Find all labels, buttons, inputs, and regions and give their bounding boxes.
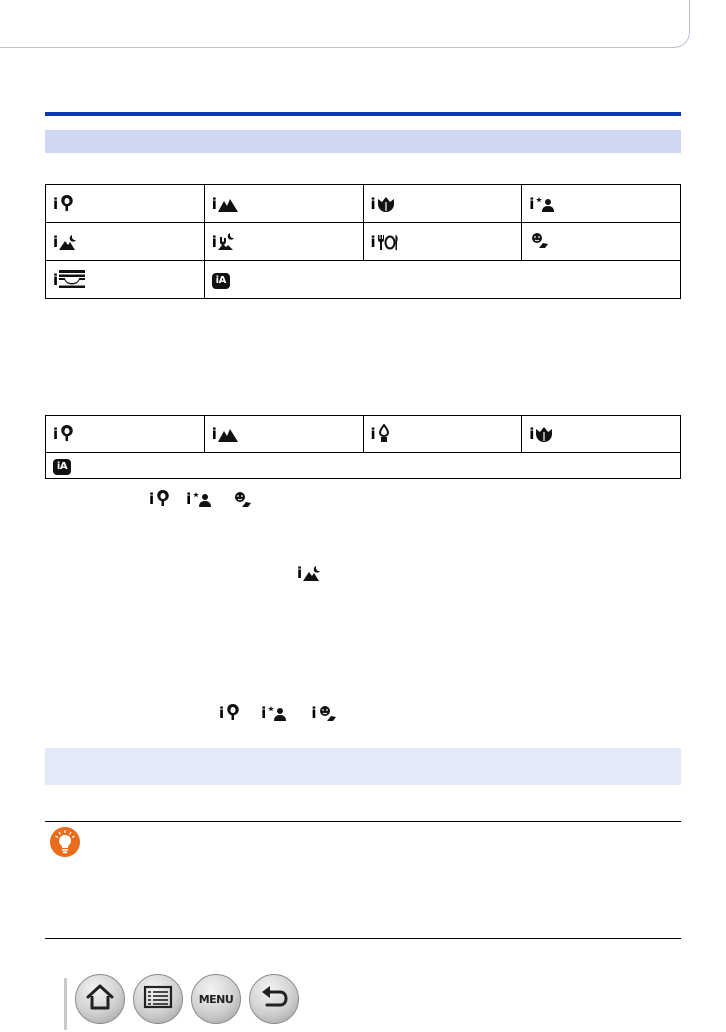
- i-night-portrait-icon: i: [261, 703, 287, 721]
- i-low-light-icon: i: [371, 424, 391, 442]
- inline-icon-group: [297, 561, 323, 581]
- menu-button[interactable]: [191, 974, 241, 1024]
- inline-icon-group: [149, 487, 252, 507]
- table-cell: [522, 185, 681, 223]
- nav-separator: [64, 978, 67, 1030]
- i-scenery-icon: i: [212, 194, 238, 212]
- contents-list-icon: [143, 985, 173, 1014]
- i-sunset-icon: i: [53, 270, 85, 288]
- i-night-scenery-icon: i: [297, 563, 323, 581]
- table-row: [46, 261, 681, 299]
- i-macro-icon: i: [371, 194, 395, 212]
- table-cell: [46, 416, 205, 453]
- table-cell: [363, 223, 522, 261]
- i-portrait-icon: i: [219, 703, 241, 721]
- i-night-portrait-icon: i: [186, 489, 212, 507]
- table-row: [46, 453, 681, 479]
- i-baby-icon: [232, 489, 252, 507]
- table-cell: [46, 261, 205, 299]
- table-cell: [46, 223, 205, 261]
- i-scenery-icon: i: [212, 424, 238, 442]
- table-cell: [204, 223, 363, 261]
- back-icon: [259, 984, 289, 1015]
- i-portrait-icon: i: [149, 489, 171, 507]
- i-handheld-night-shot-icon: i: [212, 232, 238, 250]
- subheading-band: [45, 130, 681, 153]
- tip-divider-bottom: [45, 938, 681, 939]
- table-cell: [363, 185, 522, 223]
- table-cell: [522, 223, 681, 261]
- page-top-frame: [0, 0, 690, 48]
- menu-icon: MENU: [198, 992, 234, 1006]
- home-icon: [85, 983, 115, 1016]
- i-macro-icon: i: [529, 424, 553, 442]
- i-night-portrait-icon: i: [529, 194, 555, 212]
- table-cell: [363, 416, 522, 453]
- i-portrait-icon: i: [53, 424, 75, 442]
- tip-divider-top: [45, 821, 681, 822]
- scene-table-video: [45, 415, 681, 479]
- back-button[interactable]: [249, 974, 299, 1024]
- table-row: [46, 223, 681, 261]
- i-baby-icon: [529, 230, 549, 248]
- lightbulb-icon: [50, 827, 80, 857]
- home-button[interactable]: [75, 974, 125, 1024]
- i-night-scenery-icon: i: [53, 232, 79, 250]
- inline-icon-group: [219, 701, 337, 721]
- i-baby-icon: i: [311, 703, 337, 721]
- table-cell: [204, 416, 363, 453]
- table-cell: [204, 185, 363, 223]
- section-heading-rule: [45, 112, 681, 116]
- table-cell: [522, 416, 681, 453]
- table-row: [46, 185, 681, 223]
- table-cell: [204, 261, 680, 299]
- i-food-icon: i: [371, 232, 399, 250]
- i-portrait-icon: i: [53, 194, 75, 212]
- table-cell: [46, 185, 205, 223]
- intelligent-auto-icon: iA: [212, 273, 230, 289]
- contents-button[interactable]: [133, 974, 183, 1024]
- subheading-band: [45, 748, 681, 785]
- scene-table-photo: [45, 184, 681, 299]
- intelligent-auto-icon: iA: [53, 459, 71, 475]
- table-cell: [46, 453, 681, 479]
- table-row: [46, 416, 681, 453]
